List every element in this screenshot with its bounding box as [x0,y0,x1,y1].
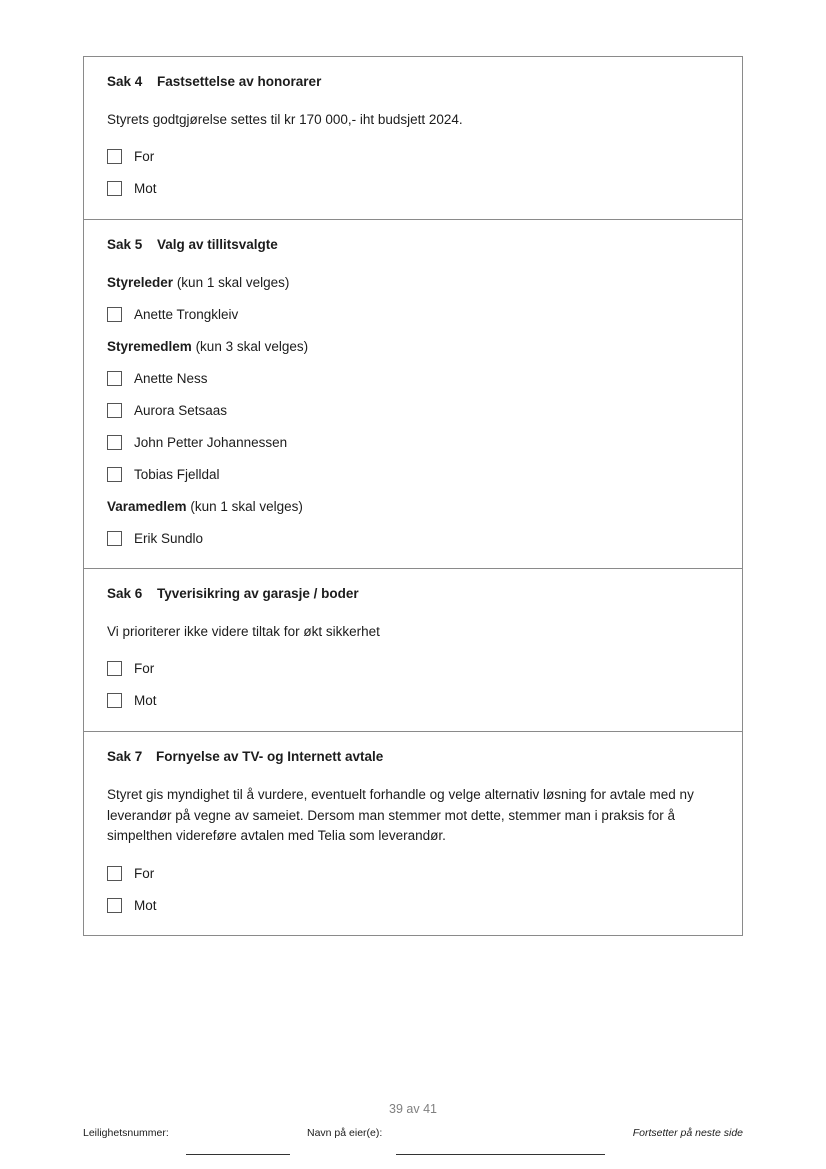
candidate-name: Erik Sundlo [134,531,204,546]
option-label: Mot [134,181,157,196]
candidate-name: Tobias Fjelldal [134,467,220,482]
role-label-varamedlem: Varamedlem (kun 1 skal velges) [107,499,303,514]
section-heading [107,74,321,89]
checkbox[interactable] [107,435,122,450]
option-for[interactable] [107,866,154,881]
page-footer [83,1125,743,1145]
section-title: Fastsettelse av honorarer [157,74,322,89]
candidate-name: John Petter Johannessen [134,435,288,450]
candidate-option[interactable] [107,403,227,418]
section-title: Tyverisikring av garasje / boder [157,586,359,601]
option-label: For [134,866,155,881]
section-text: Styret gis myndighet til å vurdere, eventuelt forhandle og velge alternativ løsning for avtale med ny leverandør på vegne av sameiet. Dersom man stemmer mot dette, stemmer man i praksis for å simpelthen videreføre avtalen med Telia som leverandør. [107,787,694,843]
section-sak-6 [84,569,742,732]
checkbox[interactable] [107,467,122,482]
candidate-name: Aurora Setsaas [134,403,228,418]
section-heading [107,749,383,764]
candidate-option[interactable] [107,531,203,546]
checkbox[interactable] [107,693,122,708]
candidate-option[interactable] [107,307,238,322]
checkbox[interactable] [107,661,122,676]
role-label-styremedlem: Styremedlem (kun 3 skal velges) [107,339,309,354]
section-number: Sak 6 [107,586,143,601]
section-number: Sak 4 [107,74,143,89]
option-for[interactable] [107,661,154,676]
option-label: For [134,149,155,164]
role-label-styreleder: Styreleder (kun 1 skal velges) [107,275,290,290]
section-sak-7 [84,732,742,935]
option-label: Mot [134,693,157,708]
voting-form [83,56,743,936]
option-mot[interactable] [107,898,157,913]
section-title: Fornyelse av TV- og Internett avtale [156,749,384,764]
checkbox[interactable] [107,403,122,418]
apartment-number-label: Leilighetsnummer: [83,1127,169,1139]
section-number: Sak 5 [107,237,143,252]
candidate-option[interactable] [107,467,220,482]
checkbox[interactable] [107,866,122,881]
checkbox[interactable] [107,181,122,196]
option-for[interactable] [107,149,154,164]
section-sak-5 [84,220,742,569]
section-number: Sak 7 [107,749,143,764]
option-mot[interactable] [107,181,157,196]
section-title: Valg av tillitsvalgte [157,237,278,252]
candidate-option[interactable] [107,371,208,386]
checkbox[interactable] [107,149,122,164]
section-text: Vi prioriterer ikke videre tiltak for økt sikkerhet [107,624,380,639]
candidate-option[interactable] [107,435,287,450]
section-text: Styrets godtgjørelse settes til kr 170 000,- iht budsjett 2024. [107,112,463,127]
section-heading [107,237,278,252]
section-heading [107,586,359,601]
checkbox[interactable] [107,371,122,386]
candidate-name: Anette Trongkleiv [134,307,239,322]
checkbox[interactable] [107,898,122,913]
option-label: Mot [134,898,157,913]
continues-note: Fortsetter på neste side [632,1127,743,1139]
option-label: For [134,661,155,676]
checkbox[interactable] [107,307,122,322]
checkbox[interactable] [107,531,122,546]
owner-name-field[interactable] [396,1140,605,1155]
candidate-name: Anette Ness [134,371,208,386]
section-sak-4 [84,57,742,220]
apartment-number-field[interactable] [186,1140,290,1155]
page-number: 39 av 41 [389,1102,437,1116]
owner-name-label: Navn på eier(e): [307,1127,383,1139]
option-mot[interactable] [107,693,157,708]
